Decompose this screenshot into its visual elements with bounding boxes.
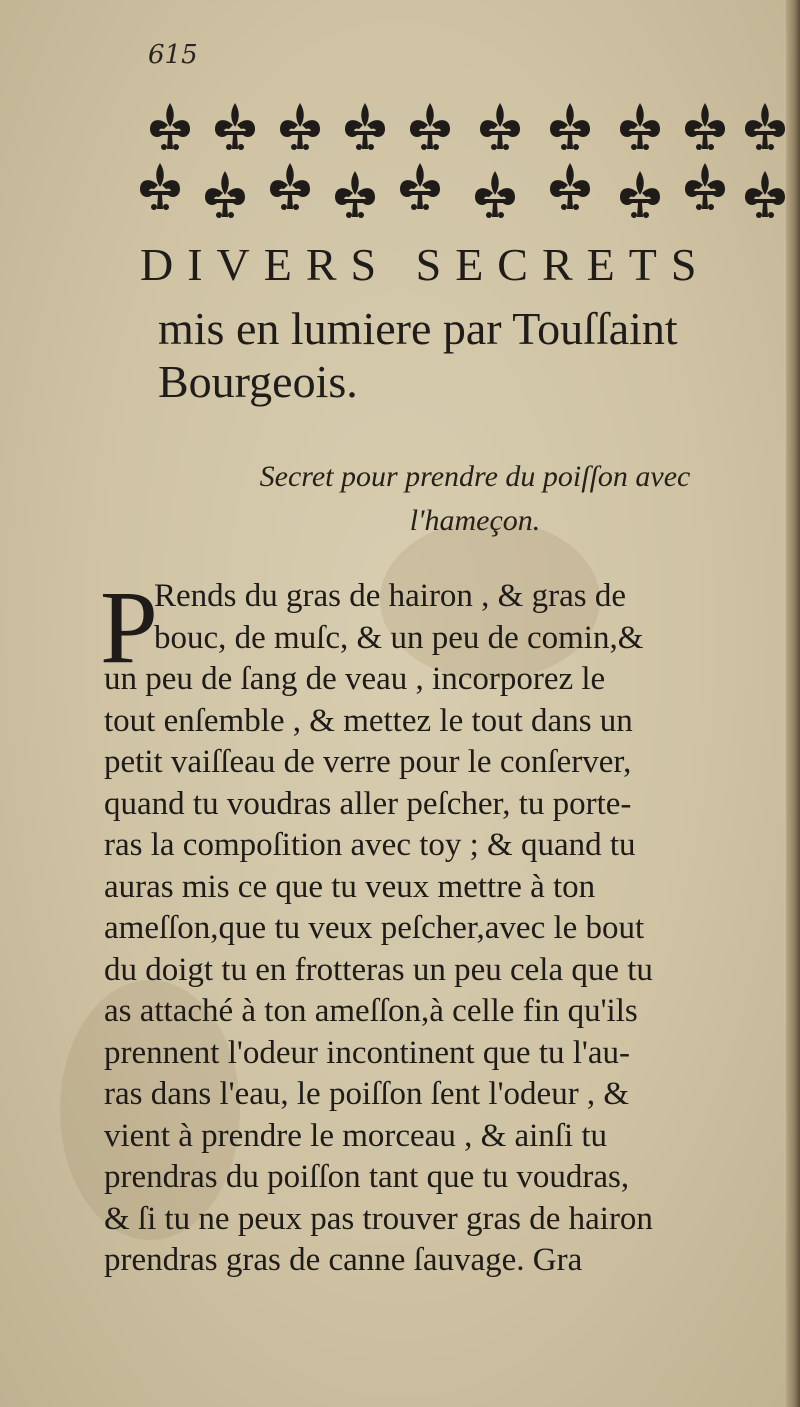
title-byline: mis en lumiere par Touſſaint [158,303,678,354]
section-heading [195,455,755,543]
text-line: ras dans l'eau, le poiſſon ſent l'odeur , & [104,1076,630,1112]
section-heading-line: l'hameçon. [409,504,541,537]
text-line: un peu de ſang de veau , incorporez le [104,661,606,697]
text-line: tout enſemble , & mettez le tout dans un [104,702,633,739]
page-number: 615 [148,40,198,70]
text-line: ras la compoſition avec toy ; & quand tu [104,827,636,863]
text-line: & ſi tu ne peux pas trouver gras de hairon [104,1200,653,1237]
section-heading-line: Secret pour prendre du poiſſon avec [259,460,691,493]
text-line: quand tu voudras aller peſcher, tu porte- [104,785,632,822]
fleur-de-lis-band-icon [140,85,790,235]
text-line: du doigt tu en frotteras un peu cela que tu [104,951,653,988]
text-line: auras mis ce que tu veux mettre à ton [104,868,596,905]
body-text [104,576,772,1282]
title-author: Bourgeois. [158,356,358,407]
text-line: petit vaiſſeau de verre pour le conſerver, [104,744,632,780]
text-line: prennent l'odeur incontinent que tu l'au- [104,1034,630,1071]
text-line: vient à prendre le morceau , & ainſi tu [104,1117,608,1154]
text-line: prendras gras de canne ſauvage. Gra [104,1242,583,1278]
text-line: bouc, de muſc, & un peu de comin,& [154,619,644,656]
text-line: as attaché à ton ameſſon,à celle fin qu'ils [104,993,638,1029]
text-line: Rends du gras de hairon , & gras de [154,578,626,614]
text-line: prendras du poiſſon tant que tu voudras, [104,1159,630,1195]
drop-cap: P [100,570,158,685]
text-line: ameſſon,que tu veux peſcher,avec le bout [104,910,645,946]
page-title: DIVERS SECRETS [140,239,711,290]
